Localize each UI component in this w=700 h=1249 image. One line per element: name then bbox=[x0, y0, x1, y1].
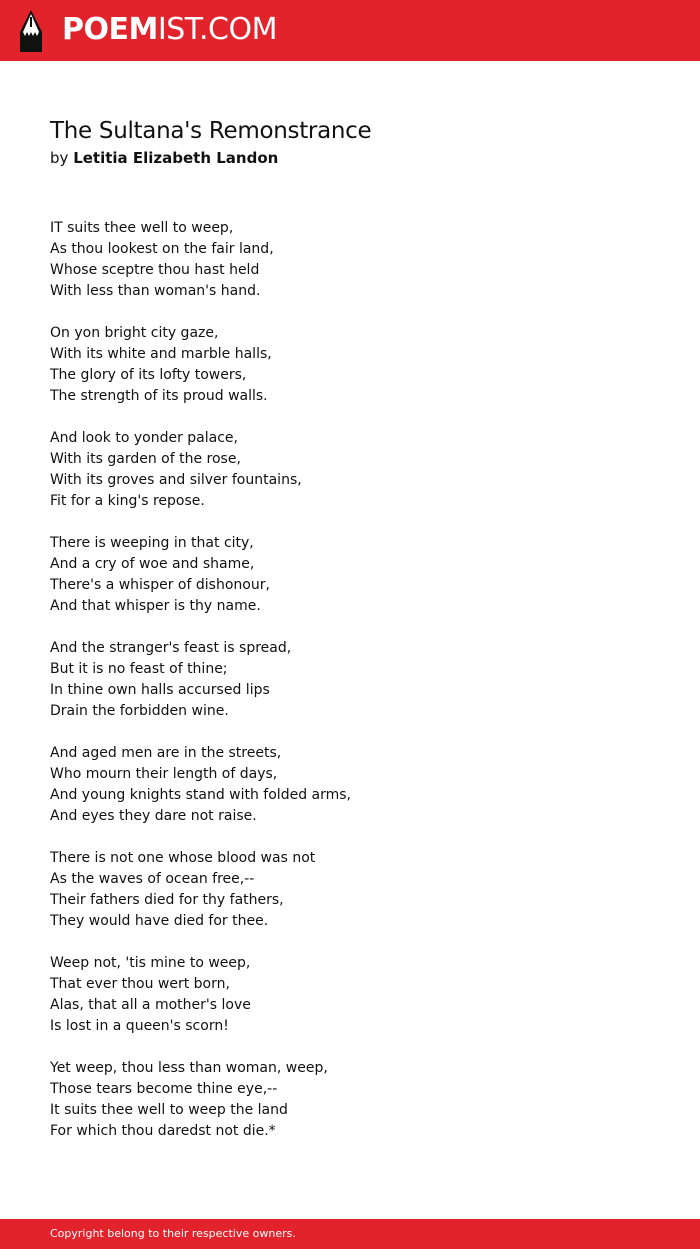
poem-line: Drain the forbidden wine. bbox=[50, 703, 229, 719]
poem-line: In thine own halls accursed lips bbox=[50, 682, 270, 698]
poem-line: Fit for a king's repose. bbox=[50, 493, 205, 509]
poem-line: Alas, that all a mother's love bbox=[50, 997, 251, 1013]
poem-line: As thou lookest on the fair land, bbox=[50, 241, 274, 257]
site-header bbox=[0, 0, 700, 61]
site-logo[interactable] bbox=[62, 12, 277, 48]
poem-line: There's a whisper of dishonour, bbox=[50, 577, 270, 593]
logo-light-text: IST.COM bbox=[157, 12, 277, 47]
poem-line: And the stranger's feast is spread, bbox=[50, 640, 292, 656]
poem-line: Whose sceptre thou hast held bbox=[50, 262, 260, 278]
stanza bbox=[50, 218, 650, 302]
poem-line: There is weeping in that city, bbox=[50, 535, 254, 551]
poem-line: The strength of its proud walls. bbox=[50, 388, 268, 404]
logo-bold-text: POEM bbox=[62, 12, 158, 47]
poem-line: Yet weep, thou less than woman, weep, bbox=[50, 1060, 328, 1076]
poem-line: They would have died for thee. bbox=[50, 913, 269, 929]
stanza bbox=[50, 743, 650, 827]
poem-line: Is lost in a queen's scorn! bbox=[50, 1018, 229, 1034]
poem-line: But it is no feast of thine; bbox=[50, 661, 228, 677]
poem-line: IT suits thee well to weep, bbox=[50, 220, 234, 236]
poem-line: Their fathers died for thy fathers, bbox=[50, 892, 284, 908]
poem-line: With less than woman's hand. bbox=[50, 283, 261, 299]
poem-line: And a cry of woe and shame, bbox=[50, 556, 255, 572]
poem-line: And aged men are in the streets, bbox=[50, 745, 282, 761]
author-name: Letitia Elizabeth Landon bbox=[73, 149, 279, 167]
poem-line: And young knights stand with folded arms, bbox=[50, 787, 351, 803]
poem-title: The Sultana's Remonstrance bbox=[50, 118, 372, 144]
poem-line: As the waves of ocean free,-- bbox=[50, 871, 255, 887]
poem-content bbox=[50, 116, 650, 1163]
poem-line: And look to yonder palace, bbox=[50, 430, 238, 446]
poem-line: With its garden of the rose, bbox=[50, 451, 241, 467]
poem-line: It suits thee well to weep the land bbox=[50, 1102, 288, 1118]
stanza bbox=[50, 323, 650, 407]
poem-line: The glory of its lofty towers, bbox=[50, 367, 247, 383]
stanza bbox=[50, 533, 650, 617]
site-footer bbox=[0, 1219, 700, 1249]
poem-line: With its groves and silver fountains, bbox=[50, 472, 302, 488]
by-label: by bbox=[50, 149, 69, 167]
copyright-text: Copyright belong to their respective owners. bbox=[50, 1227, 296, 1240]
poem-line: Those tears become thine eye,-- bbox=[50, 1081, 278, 1097]
poem-line: That ever thou wert born, bbox=[50, 976, 230, 992]
byline bbox=[50, 147, 650, 169]
poem-line: And eyes they dare not raise. bbox=[50, 808, 257, 824]
pen-nib-icon[interactable] bbox=[18, 10, 44, 52]
poem-line: Weep not, 'tis mine to weep, bbox=[50, 955, 251, 971]
poem-line: With its white and marble halls, bbox=[50, 346, 272, 362]
poem-line: And that whisper is thy name. bbox=[50, 598, 261, 614]
poem-line: Who mourn their length of days, bbox=[50, 766, 278, 782]
poem-line: On yon bright city gaze, bbox=[50, 325, 219, 341]
poem-line: For which thou daredst not die.* bbox=[50, 1123, 276, 1139]
stanza bbox=[50, 638, 650, 722]
poem-body bbox=[50, 218, 650, 1142]
stanza bbox=[50, 1058, 650, 1142]
stanza bbox=[50, 428, 650, 512]
stanza bbox=[50, 848, 650, 932]
poem-line: There is not one whose blood was not bbox=[50, 850, 316, 866]
stanza bbox=[50, 953, 650, 1037]
